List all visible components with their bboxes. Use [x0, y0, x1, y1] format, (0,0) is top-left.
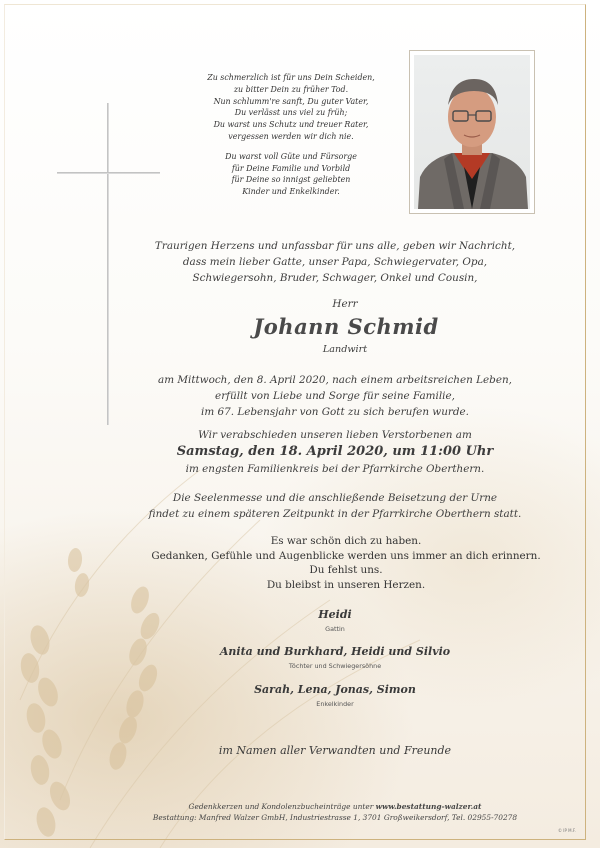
portrait-photo: [409, 50, 535, 214]
poem-line: für Deine Familie und Vorbild: [231, 163, 351, 173]
poem-line: Du warst uns Schutz und treuer Rater,: [213, 120, 369, 130]
mourner-role: Gattin: [325, 625, 345, 633]
mourner-names: Heidi: [318, 608, 352, 621]
mourner-role: Töchter und Schwiegersöhne: [288, 662, 382, 670]
poem-line: Du warst voll Güte und Fürsorge: [225, 151, 357, 161]
deceased-name: Johann Schmid: [253, 314, 439, 339]
poem-line: vergessen werden wir dich nie.: [228, 131, 354, 141]
announcement-text: [130, 238, 540, 286]
farewell-intro: Wir verabschieden unseren lieben Verstorbenen am: [198, 429, 472, 441]
cross-horizontal-beam: [57, 172, 160, 174]
cross-vertical-beam: [107, 103, 109, 425]
poem-line: für Deine so innigst geliebten: [231, 175, 351, 185]
mass-info: [130, 490, 540, 522]
deceased-occupation: Landwirt: [322, 344, 368, 355]
farewell-info: [130, 427, 540, 477]
tribute-line: Du fehlst uns.: [309, 564, 383, 577]
death-notice-line: im 67. Lebensjahr von Gott zu sich berufen wurde.: [201, 406, 469, 418]
poem-line: zu bitter Dein zu früher Tod.: [233, 84, 349, 94]
announcement-line: dass mein lieber Gatte, unser Papa, Schwiegervater, Opa,: [182, 256, 488, 268]
print-code: © IP M.F.: [558, 828, 576, 833]
mourner-names: Sarah, Lena, Jonas, Simon: [254, 683, 416, 696]
footer-condolence-text: Gedenkkerzen und Kondolenzbucheinträge unter: [188, 802, 374, 811]
death-notice-line: am Mittwoch, den 8. April 2020, nach einem arbeitsreichen Leben,: [158, 374, 512, 386]
footer-funeral-home: Bestattung: Manfred Walzer GmbH, Industriestrasse 1, 3701 Großweikersdorf, Tel. 02955-70278: [152, 813, 518, 822]
mourner-names: Anita und Burkhard, Heidi und Silvio: [219, 645, 451, 658]
tribute-line: Gedanken, Gefühle und Augenblicke werden uns immer an dich erinnern.: [151, 549, 541, 562]
mourner-role: Enkelkinder: [316, 700, 354, 708]
farewell-place: im engsten Familienkreis bei der Pfarrkirche Oberthern.: [185, 463, 485, 475]
funeral-home-website-link[interactable]: www.bestattung-walzer.at: [375, 802, 482, 811]
mass-line: Die Seelenmesse und die anschließende Beisetzung der Urne: [172, 492, 498, 504]
tribute-text: [120, 534, 572, 592]
poem-line: Du verlässt uns viel zu früh;: [234, 108, 348, 118]
farewell-date: Samstag, den 18. April 2020, um 11:00 Uhr: [176, 444, 494, 459]
mass-line: findet zu einem späteren Zeitpunkt in der Pfarrkirche Oberthern statt.: [148, 508, 522, 520]
announcement-line: Traurigen Herzens und unfassbar für uns alle, geben wir Nachricht,: [154, 240, 516, 252]
closing-line: im Namen aller Verwandten und Freunde: [218, 744, 452, 757]
salutation: Herr: [332, 298, 358, 310]
memorial-poem: [180, 72, 402, 198]
tribute-line: Du bleibst in unseren Herzen.: [266, 578, 426, 591]
tribute-line: Es war schön dich zu haben.: [270, 535, 422, 547]
portrait-illustration: [414, 55, 530, 209]
death-notice: [130, 372, 540, 420]
poem-line: Nun schlumm're sanft, Du guter Vater,: [213, 96, 369, 106]
announcement-line: Schwiegersohn, Bruder, Schwager, Onkel und Cousin,: [192, 272, 478, 284]
footer-condolence: [150, 802, 520, 811]
poem-line: Kinder und Enkelkinder.: [242, 187, 340, 197]
death-notice-line: erfüllt von Liebe und Sorge für seine Familie,: [215, 390, 455, 402]
poem-line: Zu schmerzlich ist für uns Dein Scheiden,: [207, 73, 375, 82]
